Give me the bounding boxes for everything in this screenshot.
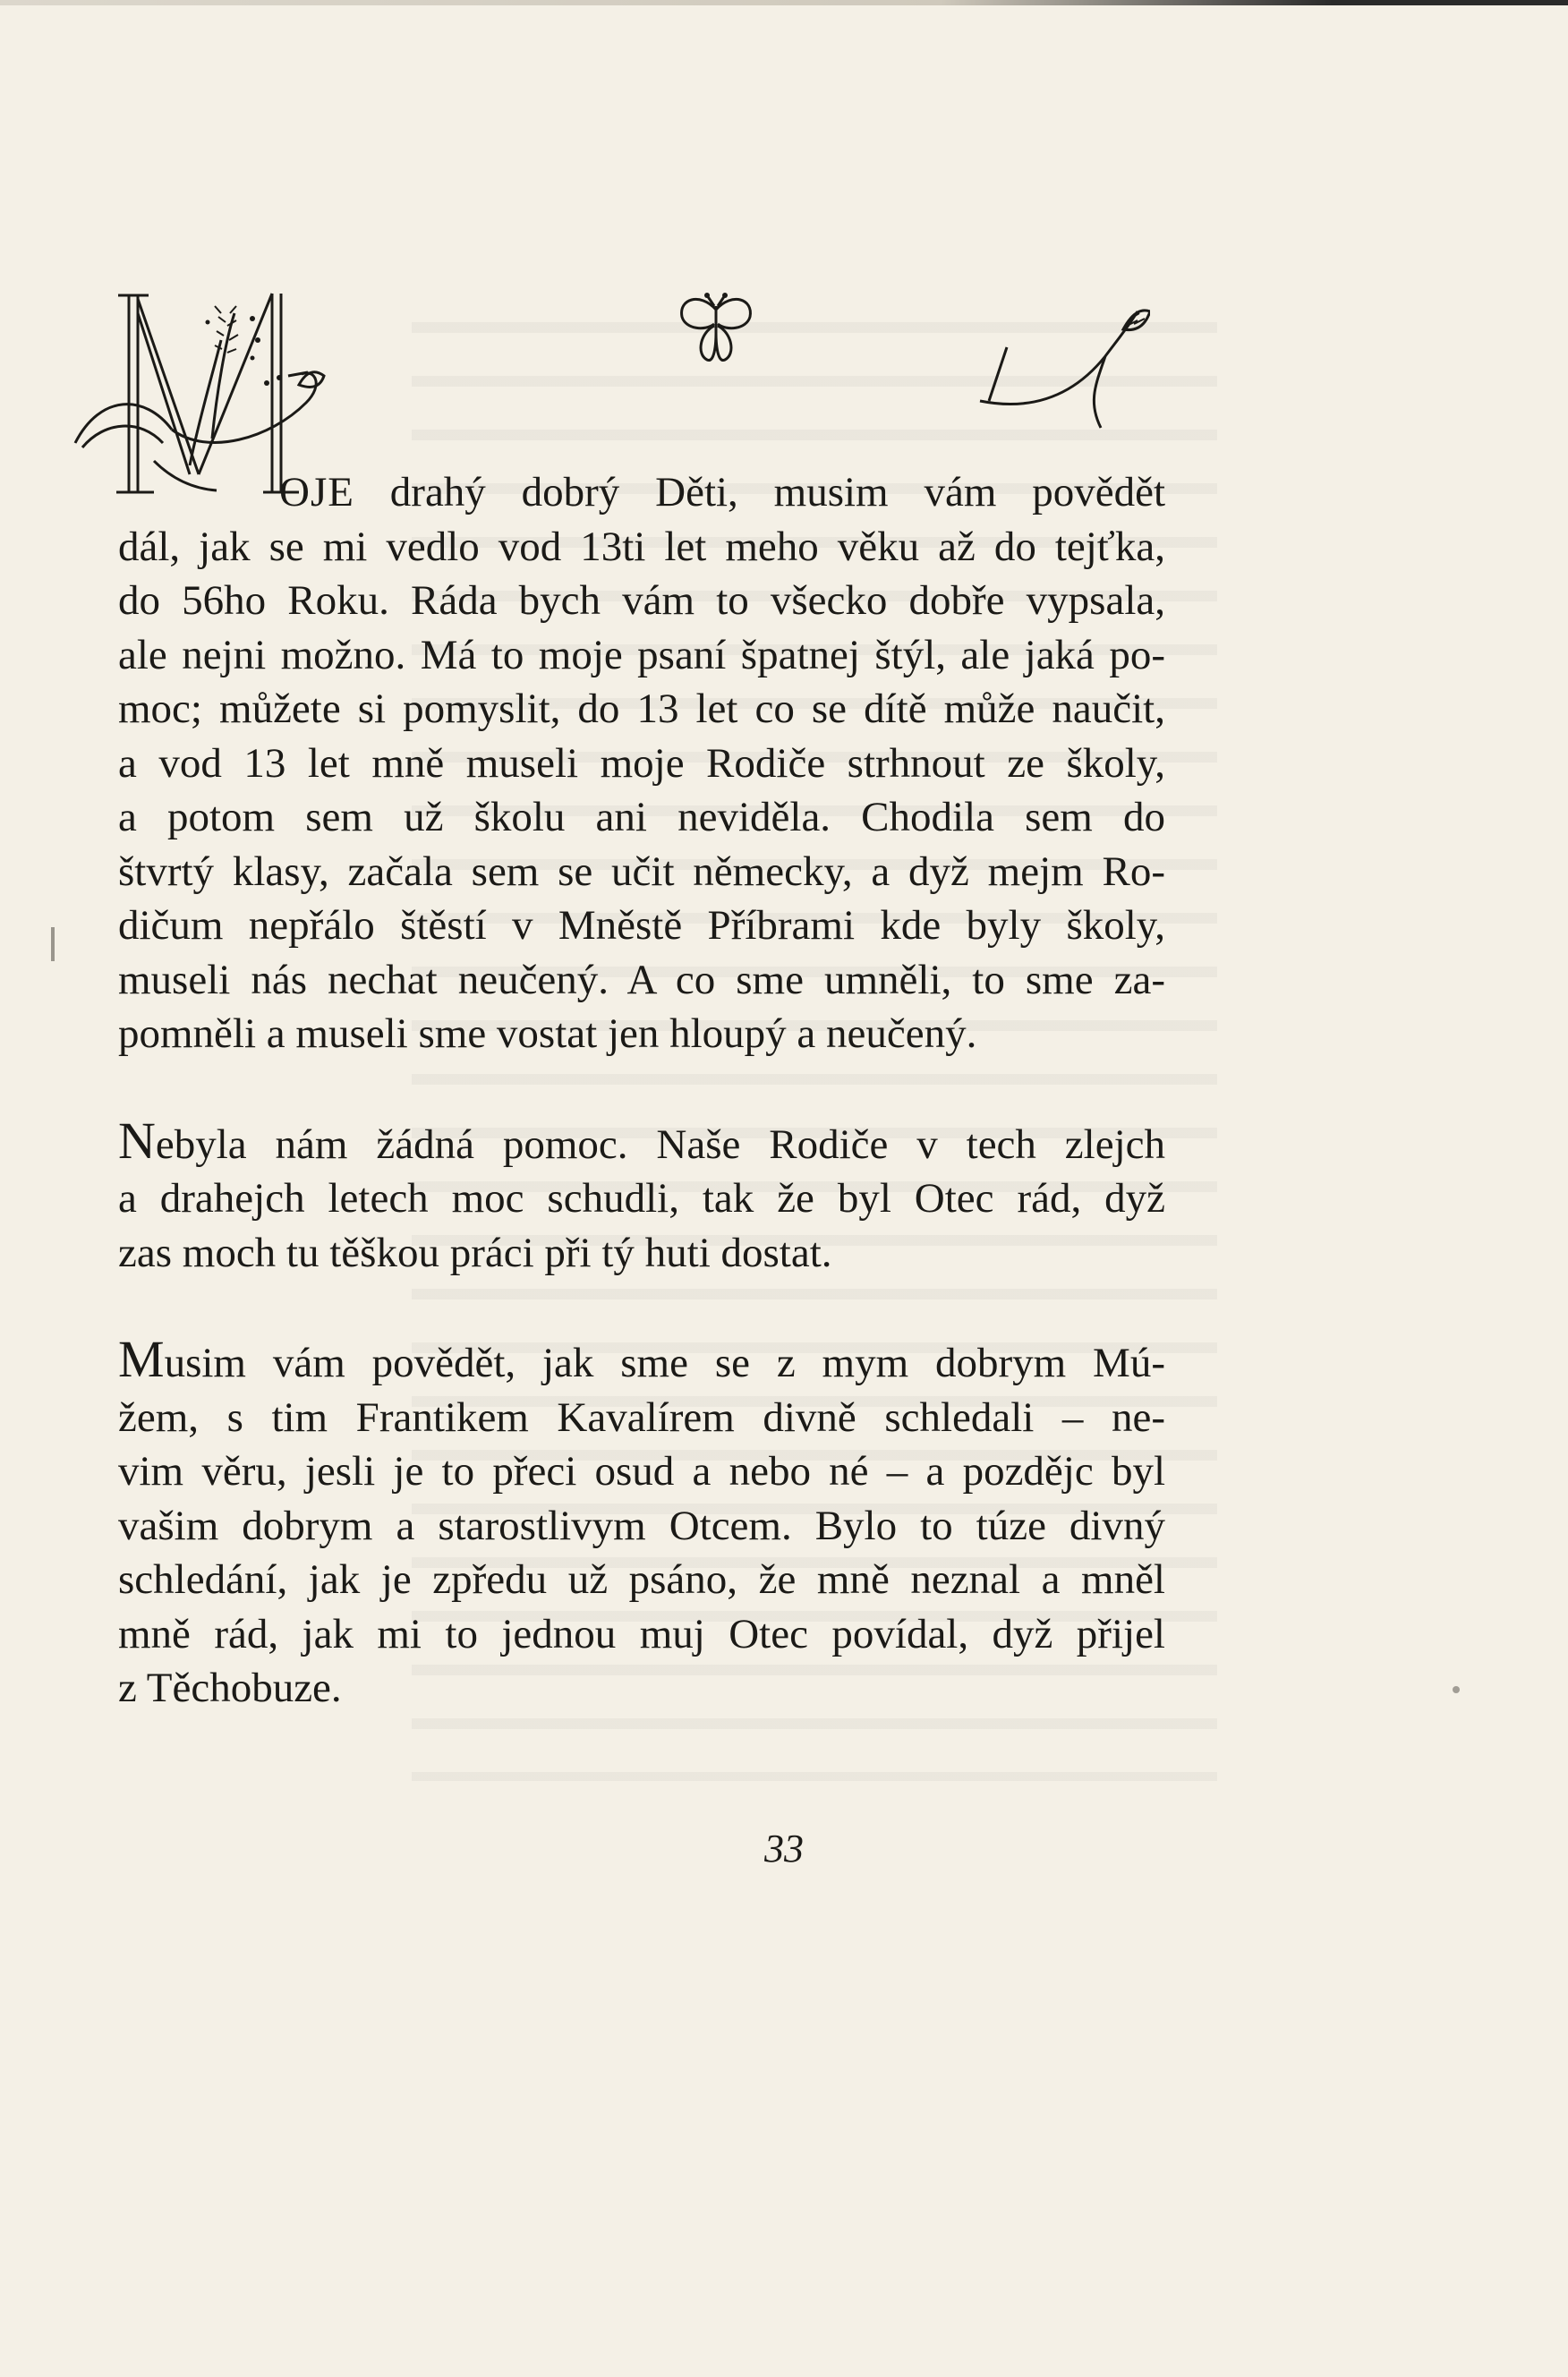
text-line-content: usim vám povědět, jak sme se z mym dobrym Mú- — [164, 1340, 1165, 1386]
text-line: pomněli a museli sme vostat jen hloupý a neučený. — [118, 1010, 977, 1057]
text-line: štvrtý klasy, začala sem se učit německy, a dyž mejm Ro- — [118, 848, 1165, 895]
text-line: dál, jak se mi vedlo vod 13ti let meho věku až do tejťka, — [118, 523, 1165, 570]
page-top-edge — [0, 0, 1568, 5]
paragraph-2 — [118, 1111, 1165, 1281]
paragraph-initial: M — [118, 1330, 165, 1388]
text-line: a drahejch letech moc schudli, tak že byl Otec rád, dyž — [118, 1175, 1165, 1222]
margin-mark — [51, 927, 55, 961]
butterfly-icon — [673, 292, 759, 372]
text-line: vašim dobrym a starostlivym Otcem. Bylo to túze divný — [118, 1502, 1165, 1549]
text-line: museli nás nechat neučený. A co sme umněli, to sme za- — [118, 956, 1165, 1003]
text-line: dičum nepřálo štěstí v Mněstě Příbrami kde byly školy, — [118, 902, 1165, 949]
text-line: a potom sem už školu ani neviděla. Chodila sem do — [118, 794, 1165, 840]
text-line: do 56ho Roku. Ráda bych vám to všecko dobře vypsala, — [118, 577, 1165, 624]
text-line: moc; můžete si pomyslit, do 13 let co se dítě může naučit, — [118, 686, 1165, 732]
margin-dot — [1453, 1686, 1460, 1693]
text-line: žem, s tim Frantikem Kavalírem divně schledali – ne- — [118, 1393, 1165, 1441]
smallcaps-text: OJE — [279, 469, 354, 515]
text-line: mně rád, jak mi to jednou muj Otec povídal, dyž přijel — [118, 1610, 1165, 1657]
text-line-content: drahý dobrý Děti, musim vám povědět — [354, 469, 1165, 515]
paragraph-1 — [118, 465, 1165, 1061]
paragraph-initial: N — [118, 1111, 156, 1170]
paragraph-3 — [118, 1330, 1165, 1716]
text-line: vim věru, jesli je to přeci osud a nebo né – a pozdějc byl — [118, 1448, 1165, 1495]
text-line: z Těchobuze. — [118, 1665, 342, 1711]
page-number: 33 — [764, 1827, 804, 1870]
text-line: a vod 13 let mně museli moje Rodiče strhnout ze školy, — [118, 739, 1165, 787]
text-line-content: ebyla nám žádná pomoc. Naše Rodiče v tech zlejch — [155, 1120, 1165, 1168]
text-line — [118, 1111, 1165, 1172]
text-line: schledání, jak je zpředu už psáno, že mně neznal a mněl — [118, 1556, 1165, 1603]
page-text — [118, 465, 1165, 1716]
text-line: ale nejni možno. Má to moje psaní špatnej štýl, ale jaká po- — [118, 631, 1165, 678]
text-line — [118, 1330, 1165, 1391]
text-line: zas moch tu těškou práci při tý huti dostat. — [118, 1229, 832, 1276]
sprig-icon — [971, 302, 1150, 437]
text-line — [118, 465, 1165, 520]
